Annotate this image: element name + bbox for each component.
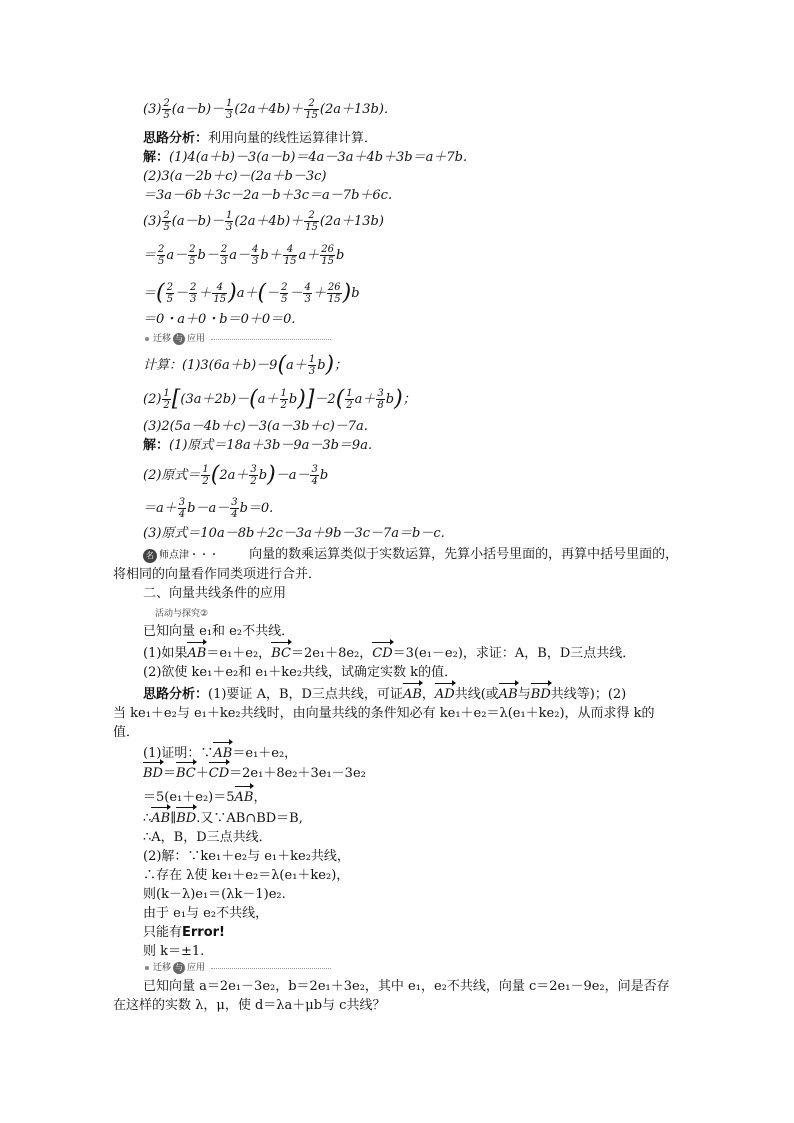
tag-text: 应用 [187, 334, 206, 344]
proof-line-1 [143, 745, 297, 763]
solution-label: 解： [143, 150, 170, 165]
tag-text: 应用 [187, 963, 206, 973]
dot-icon [145, 337, 149, 341]
badge-label: 师点津 [159, 550, 189, 561]
analysis-cont-2: 值． [113, 725, 140, 740]
vector-BD: BD [530, 687, 551, 702]
vector-AB: AB [187, 646, 207, 661]
solution-text: (2)原式＝ [143, 468, 201, 483]
proof-line-11: 则 k＝±1. [143, 944, 205, 959]
teacher-tip-line [143, 546, 678, 565]
solution-line-3: ＝3a－6b＋3c－2a－b＋3c＝a－7b＋6c. [143, 188, 393, 203]
section-heading: 二、向量共线条件的应用 [143, 586, 287, 601]
analysis-line [143, 130, 377, 148]
proof-line-6: (2)解：∵ke₁＋e₂与 e₁＋ke₂共线， [143, 849, 350, 864]
tip-text: 向量的数乘运算类似于实数运算，先算小括号里面的，再算中括号里面的， [249, 547, 679, 562]
text: 只能有 [143, 925, 183, 940]
vector-AB: AB [402, 687, 422, 702]
proof-line-10 [143, 924, 225, 942]
vector-AB: AB [213, 746, 233, 761]
text: (1)要证 A，B，D三点共线，可证 [208, 687, 403, 702]
proof-line-2 [143, 765, 366, 783]
vector-BC: BC [176, 766, 196, 781]
solution-text: (1)4(a＋b)－3(a－b)＝4a－3a＋4b＋3b＝a＋7b. [169, 150, 468, 165]
error-text: Error! [182, 925, 225, 940]
vector-AB: AB [234, 790, 254, 805]
equals: ＝ [143, 248, 157, 263]
text: ＝ [162, 766, 176, 781]
solution-line-4: (3) $\frac{2}{5}$ (a－b)－ $\frac{1}{3}$ (2a＋4b)＋ $\frac{2}{15}$ (2a＋13b) [143, 210, 384, 233]
tag-circle: 与 [175, 334, 184, 343]
equals: ＝ [143, 286, 157, 301]
proof-line-9: 由于 e₁与 e₂不共线， [143, 906, 269, 921]
vector-CD: CD [372, 646, 393, 661]
vector-BD: BD [143, 766, 163, 781]
exercise-line-3: (3)2(5a－4b＋c)－3(a－3b＋c)－7a. [143, 419, 368, 434]
tag-text: 迁移 [153, 963, 172, 973]
final-problem-line-2: 在这样的实数 λ，μ，使 d＝λa＋μb与 c共线？ [113, 998, 386, 1013]
vector-AB: AB [151, 811, 171, 826]
text: .又∵AB∩BD＝B, [196, 811, 303, 826]
solution-line-2: (2)3(a－2b＋c)－(2a＋b－3c) [143, 169, 327, 184]
problem-stem: 已知向量 e₁和 e₂不共线． [143, 624, 295, 639]
problem-part-2: (2)欲使 ke₁＋e₂和 e₁＋ke₂共线，试确定实数 k的值． [143, 665, 458, 680]
vector-BD: BD [176, 811, 197, 826]
analysis-text: 利用向量的线性运算律计算． [208, 131, 378, 146]
solution-label: 解： [143, 438, 170, 453]
solution-line-1 [143, 149, 467, 167]
badge-circle: 名 [143, 549, 157, 563]
vector-AD: AD [434, 687, 455, 702]
text: 与 [517, 687, 531, 702]
solution-line-5: ＝ $\frac{2}{5}$ a－ $\frac{2}{5}$ b－ $\frac{2}{3}$ a－ $\frac{4}{3}$ b＋ $\frac{4}{15}$ a＋ $\frac{26}{15}$ b [143, 244, 345, 267]
transfer-tag-1 [145, 329, 331, 348]
solution-text: ＝a＋ [143, 501, 177, 516]
tag-circle: 与 [175, 963, 184, 972]
exercise-solution-3: ＝a＋ $\frac{3}{4}$ b－a－ $\frac{3}{4}$ b＝0. [143, 497, 274, 520]
text: ＝2e₁＋8e₂， [290, 646, 373, 661]
exercise-solution-4: (3)原式＝10a－8b＋2c－3a＋9b－3c－7a＝b－c. [143, 526, 445, 541]
problem-3-expression: (3) $\frac{2}{5}$ (a－b)－ $\frac{1}{3}$ (2a＋4b)＋ $\frac{2}{15}$ (2a＋13b)． [143, 98, 397, 121]
text: ＝e₁＋e₂， [206, 646, 272, 661]
activity-tag-text: 活动与探究② [155, 609, 209, 619]
text: ＝5(e₁＋e₂)＝5 [143, 790, 235, 805]
text: (1)如果 [143, 646, 188, 661]
text: ＝3(e₁－e₂)，求证：A，B，D三点共线． [392, 646, 636, 661]
exercise-line-1: 计算：(1)3(6a＋b)－9(a＋ $\frac{1}{3}$ b)； [143, 352, 348, 378]
dotted-rule [211, 339, 331, 340]
proof-line-8: 则(k－λ)e₁＝(λk－1)e₂. [143, 887, 286, 902]
solution-line-7: ＝0・a＋0・b＝0＋0＝0. [143, 312, 296, 327]
text: ＝e₁＋e₂， [232, 746, 298, 761]
label: (2) [143, 392, 162, 407]
dot-icon [145, 966, 149, 970]
label: (3) [143, 214, 162, 229]
label: (3) [143, 102, 162, 117]
teacher-tip-badge: 名 师点津 ・・・ [143, 547, 219, 565]
exercise-solution-2: (2)原式＝ $\frac{1}{2}$ (2a＋ $\frac{3}{2}$ b)－a－ $\frac{3}{4}$ b [143, 462, 329, 488]
vector-CD: CD [208, 766, 230, 781]
text: ＋ [195, 766, 209, 781]
proof-line-7: ∴存在 λ使 ke₁＋e₂＝λ(e₁＋ke₂)， [143, 868, 350, 883]
exercise-solution-1 [143, 437, 372, 455]
activity-tag [155, 604, 208, 623]
text: ∥ [170, 811, 177, 826]
proof-line-5: ∴A，B，D三点共线． [143, 830, 272, 845]
text: ＝2e₁＋8e₂＋3e₁－3e₂ [229, 766, 366, 781]
transfer-tag-2 [145, 958, 331, 977]
analysis-label: 思路分析： [143, 131, 209, 146]
vector-AB: AB [498, 687, 518, 702]
text: 共线(或 [454, 687, 499, 702]
tip-text-cont: 将相同的向量看作同类项进行合并． [113, 567, 322, 582]
vector-BC: BC [271, 646, 291, 661]
analysis-cont-1: 当 ke₁＋e₂与 e₁＋ke₂共线时，由向量共线的条件知必有 ke₁＋e₂＝λ(e₁＋ke₂)，从而求得 k的 [113, 706, 655, 721]
text: ， [253, 790, 267, 805]
analysis-label: 思路分析： [143, 687, 209, 702]
proof-line-3 [143, 789, 266, 807]
solution-text: (1)原式＝18a＋3b－9a－3b＝9a. [169, 438, 373, 453]
analysis-line-2 [143, 686, 626, 704]
tag-text: 迁移 [153, 334, 172, 344]
text: 共线等)；(2) [550, 687, 627, 702]
text: ∴ [143, 811, 152, 826]
proof-line-4 [143, 810, 303, 828]
text: ， [421, 687, 435, 702]
final-problem-line-1: 已知向量 a＝2e₁－3e₂，b＝2e₁＋3e₂，其中 e₁，e₂不共线，向量 c＝2e₁－9e₂，问是否存 [143, 979, 670, 994]
exercise-line-2: (2) $\frac{1}{2}$ [(3a＋2b)－(a＋ $\frac{1}{2}$ b)]－2( $\frac{1}{2}$ a＋ $\frac{3}{8}$ b)； [143, 386, 416, 412]
problem-part-1 [143, 645, 635, 663]
dotted-rule [211, 968, 331, 969]
exercise-text: 计算：(1)3(6a＋b)－9 [143, 358, 278, 373]
text: (1)证明：∵ [143, 746, 214, 761]
solution-line-6: ＝( $\frac{2}{5}$ － $\frac{2}{3}$ ＋ $\frac{4}{15}$ )a＋(－ $\frac{2}{5}$ － $\frac{4}{3}$ ＋ $\frac{26}{15}$ )b [143, 280, 360, 306]
